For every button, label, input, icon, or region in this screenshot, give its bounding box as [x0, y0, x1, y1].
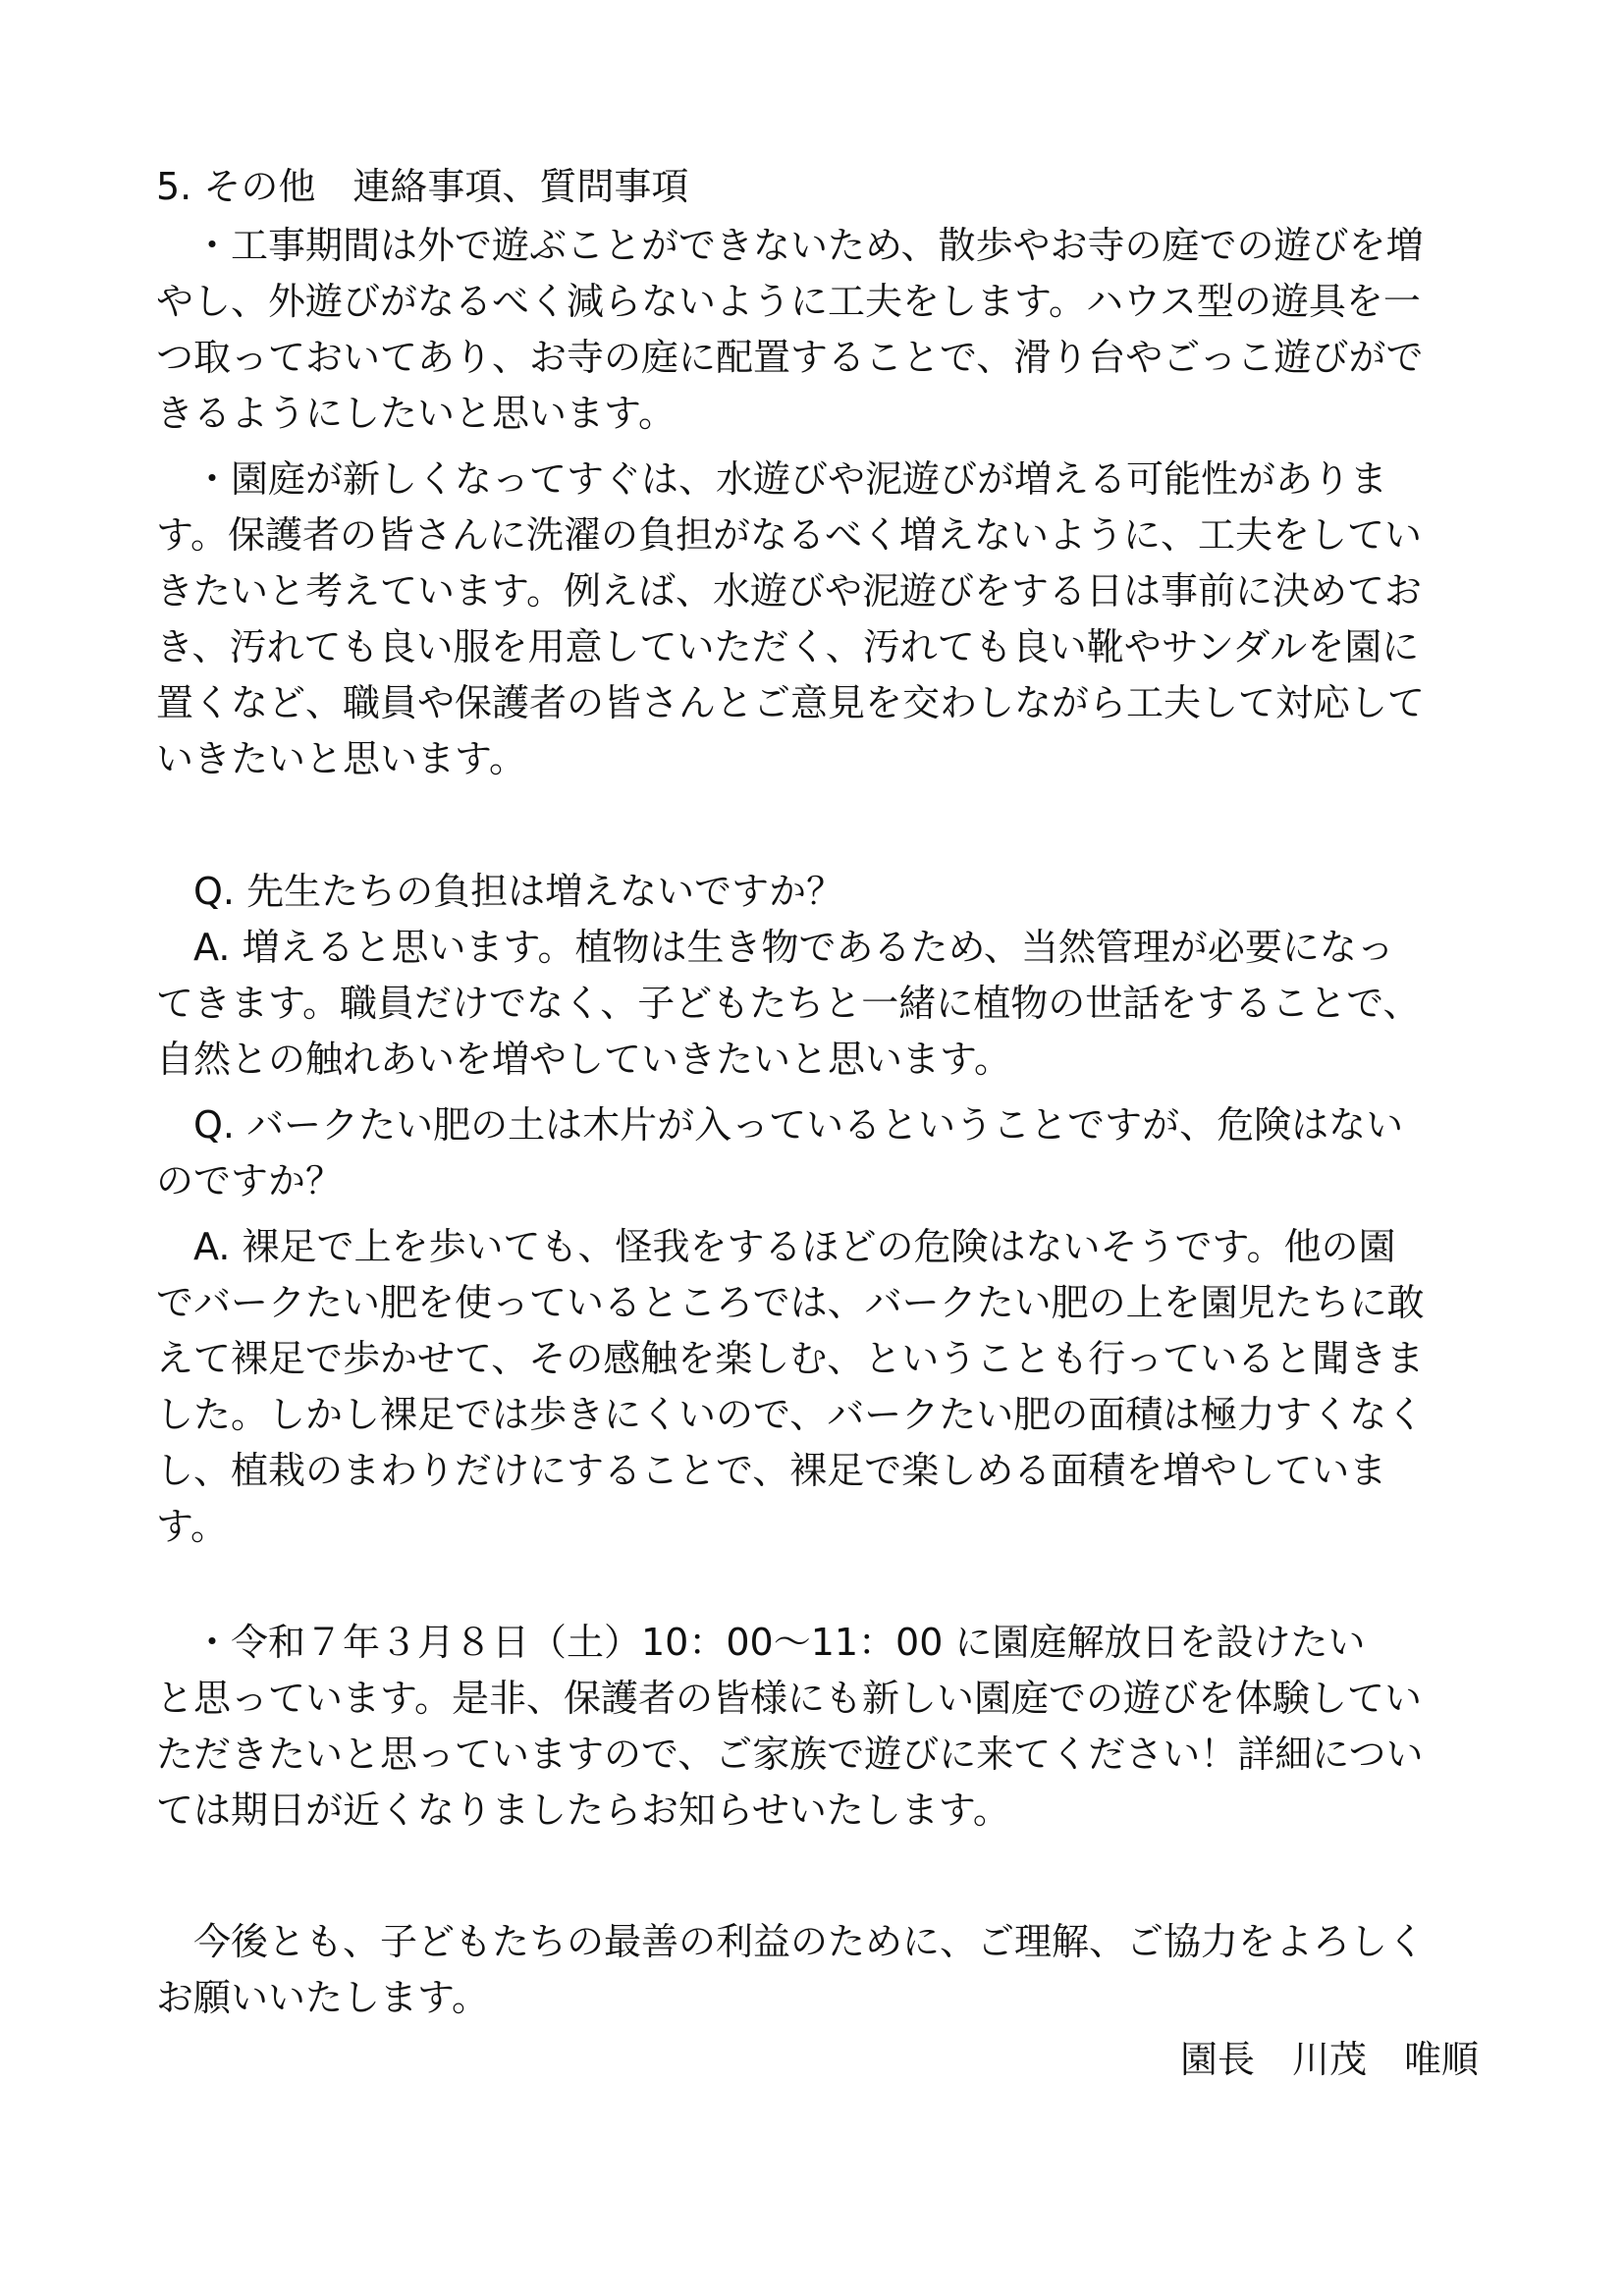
answer-line: でバークたい肥を使っているところでは、バークたい肥の上を園児たちに敢: [156, 1281, 1425, 1324]
paragraph-line: きるようにしたいと思います。: [156, 392, 676, 435]
paragraph-line: きたいと考えています。例えば、水遊びや泥遊びをする日は事前に決めてお: [156, 569, 1422, 613]
question-line: のですか？: [156, 1159, 344, 1202]
paragraph-line: ・工事期間は外で遊ぶことができないため、散歩やお寺の庭での遊びを増: [193, 224, 1424, 267]
paragraph-line: お願いいたします。: [156, 1976, 489, 2019]
paragraph-line: いきたいと思います。: [156, 737, 526, 780]
paragraph-line: つ取っておいてあり、お寺の庭に配置することで、滑り台やごっこ遊びがで: [156, 336, 1424, 379]
question-line: Q. バークたい肥の土は木片が入っているということですが、危険はない: [193, 1103, 1404, 1147]
answer-line: した。しかし裸足では歩きにくいので、バークたい肥の面積は極力すくなく: [156, 1393, 1425, 1436]
question-line: Q. 先生たちの負担は増えないですか？: [193, 870, 844, 913]
paragraph-line: き、汚れても良い服を用意していただく、汚れても良い靴やサンダルを園に: [156, 625, 1420, 668]
section-heading: 5. その他 連絡事項、質問事項: [156, 165, 689, 208]
answer-line: えて裸足で歩かせて、その感触を楽しむ、ということも行っていると聞きま: [156, 1337, 1425, 1380]
paragraph-line: ・令和７年３月８日（土）10：00～11：00 に園庭解放日を設けたい: [193, 1621, 1366, 1664]
answer-line: A. 増えると思います。植物は生き物であるため、当然管理が必要になっ: [193, 926, 1394, 969]
answer-line: てきます。職員だけでなく、子どもたちと一緒に植物の世話をすることで、: [156, 982, 1421, 1025]
paragraph-line: 今後とも、子どもたちの最善の利益のために、ご理解、ご協力をよろしく: [193, 1920, 1426, 1963]
paragraph-line: やし、外遊びがなるべく減らないように工夫をします。ハウス型の遊具を一: [156, 280, 1421, 323]
paragraph-line: 置くなど、職員や保護者の皆さんとご意見を交わしながら工夫して対応して: [156, 681, 1426, 724]
paragraph-line: す。保護者の皆さんに洗濯の負担がなるべく増えないように、工夫をしてい: [156, 513, 1422, 557]
answer-line: し、植栽のまわりだけにすることで、裸足で楽しめる面積を増やしていま: [156, 1449, 1387, 1492]
paragraph-line: ては期日が近くなりましたらお知らせいたします。: [156, 1789, 1010, 1832]
answer-line: A. 裸足で上を歩いても、怪我をするほどの危険はないそうです。他の園: [193, 1225, 1396, 1268]
answer-line: 自然との触れあいを増やしていきたいと思います。: [156, 1038, 1011, 1081]
paragraph-line: ただきたいと思っていますので、ご家族で遊びに来てください！詳細につい: [156, 1733, 1424, 1776]
answer-line: す。: [156, 1505, 228, 1548]
signature: 園長 川茂 唯順: [1179, 2038, 1479, 2081]
paragraph-line: ・園庭が新しくなってすぐは、水遊びや泥遊びが増える可能性がありま: [193, 457, 1388, 501]
paragraph-line: と思っています。是非、保護者の皆様にも新しい園庭での遊びを体験してい: [156, 1677, 1422, 1720]
